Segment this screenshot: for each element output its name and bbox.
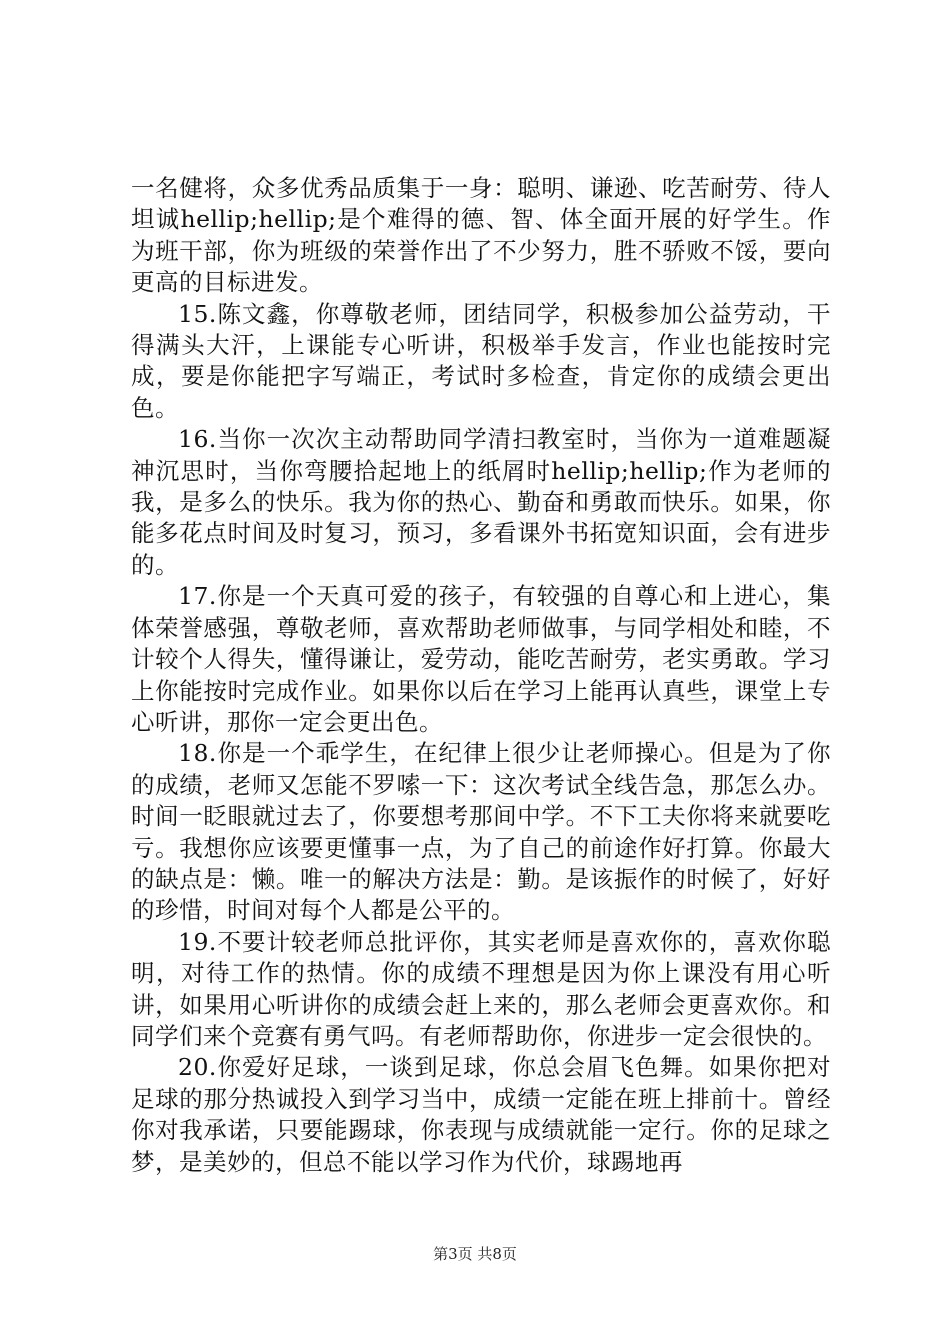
- paragraph-item-18: 18.你是一个乖学生，在纪律上很少让老师操心。但是为了你的成绩，老师又怎能不罗嗦一下：这次考试全线告急，那怎么办。时间一眨眼就过去了，你要想考那间中学。不下工夫你将来就要吃亏。我想你应该要更懂事一点，为了自己的前途作好打算。你最大的缺点是：懒。唯一的解决方法是：勤。是该振作的时候了，好好的珍惜，时间对每个人都是公平的。: [131, 739, 831, 925]
- page-footer: 第3页 共8页: [433, 1245, 517, 1263]
- paragraph-continuation: 一名健将，众多优秀品质集于一身：聪明、谦逊、吃苦耐劳、待人坦诚hellip;hellip;是个难得的德、智、体全面开展的好学生。作为班干部，你为班级的荣誉作出了不少努力，胜不骄败不馁，要向更高的目标进发。: [131, 174, 831, 297]
- paragraph-item-15: 15.陈文鑫，你尊敬老师，团结同学，积极参加公益劳动，干得满头大汗，上课能专心听讲，积极举手发言，作业也能按时完成，要是你能把字写端正，考试时多检查，肯定你的成绩会更出色。: [131, 299, 831, 422]
- paragraph-item-19: 19.不要计较老师总批评你，其实老师是喜欢你的，喜欢你聪明，对待工作的热情。你的成绩不理想是因为你上课没有用心听讲，如果用心听讲你的成绩会赶上来的，那么老师会更喜欢你。和同学们来个竞赛有勇气吗。有老师帮助你，你进步一定会很快的。: [131, 927, 831, 1050]
- paragraph-item-17: 17.你是一个天真可爱的孩子，有较强的自尊心和上进心，集体荣誉感强，尊敬老师，喜欢帮助老师做事，与同学相处和睦，不计较个人得失，懂得谦让，爱劳动，能吃苦耐劳，老实勇敢。学习上你能按时完成作业。如果你以后在学习上能再认真些，课堂上专心听讲，那你一定会更出色。: [131, 582, 831, 736]
- paragraph-item-20: 20.你爱好足球，一谈到足球，你总会眉飞色舞。如果你把对足球的那分热诚投入到学习当中，成绩一定能在班上排前十。曾经你对我承诺，只要能踢球，你表现与成绩就能一定行。你的足球之梦，是美妙的，但总不能以学习作为代价，球踢地再: [131, 1053, 831, 1176]
- document-body: [131, 173, 831, 1178]
- paragraph-item-16: 16.当你一次次主动帮助同学清扫教室时，当你为一道难题凝神沉思时，当你弯腰拾起地上的纸屑时hellip;hellip;作为老师的我，是多么的快乐。我为你的热心、勤奋和勇敢而快乐。如果，你能多花点时间及时复习，预习，多看课外书拓宽知识面，会有进步的。: [131, 425, 831, 579]
